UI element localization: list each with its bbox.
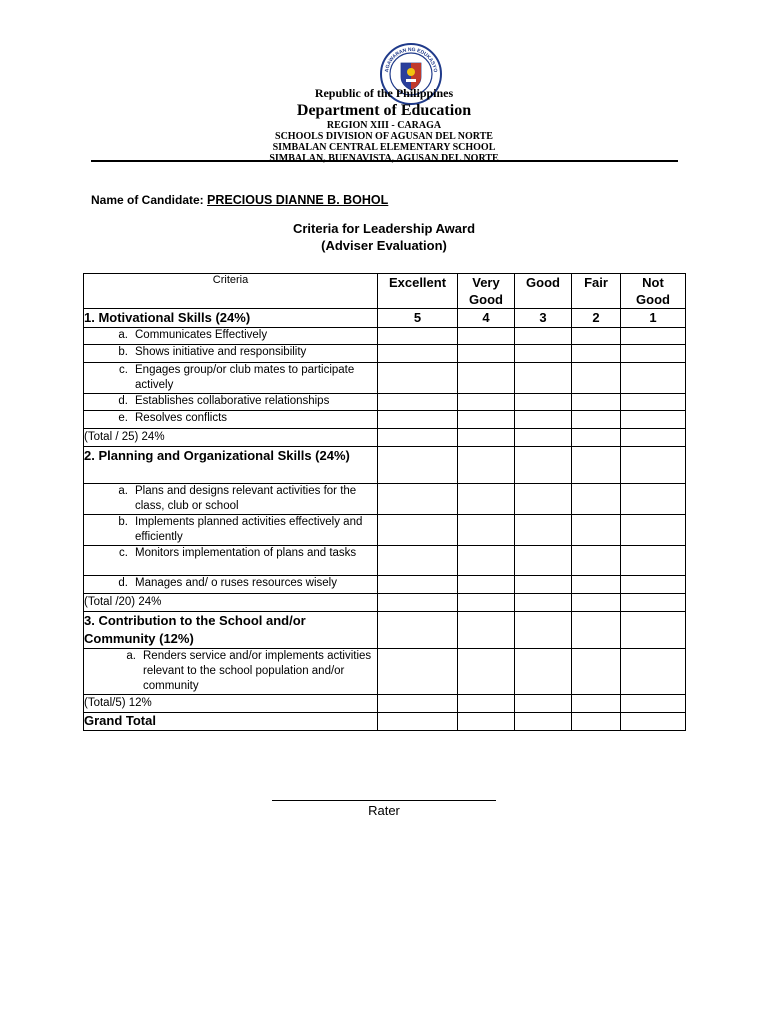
- table-header-row: [84, 274, 686, 309]
- republic-line: Republic of the Philippines: [314, 86, 454, 100]
- rating-cell[interactable]: [515, 394, 572, 411]
- header-fair: Fair: [572, 274, 621, 309]
- division-line: SCHOOLS DIVISION OF AGUSAN DEL NORTE: [275, 131, 493, 142]
- rating-cell[interactable]: [378, 649, 458, 695]
- section-title: 1. Motivational Skills (24%): [84, 309, 378, 328]
- total-cell[interactable]: [458, 594, 515, 612]
- criteria-table: [83, 273, 686, 731]
- department-name: Department of Education: [296, 102, 472, 119]
- total-row: [84, 594, 686, 612]
- item-letter: a.: [118, 485, 128, 497]
- table-row: [84, 363, 686, 394]
- total-cell[interactable]: [515, 713, 572, 731]
- item-text: Shows initiative and responsibility: [135, 346, 307, 358]
- rating-cell[interactable]: [378, 328, 458, 345]
- rating-cell[interactable]: [572, 328, 621, 345]
- section-row: [84, 612, 686, 649]
- total-cell[interactable]: [378, 594, 458, 612]
- rating-cell[interactable]: [572, 546, 621, 576]
- candidate-line: [91, 193, 388, 207]
- total-cell[interactable]: [621, 695, 686, 713]
- rating-cell[interactable]: [458, 649, 515, 695]
- section-row: [84, 309, 686, 328]
- header-good: Good: [515, 274, 572, 309]
- rater-label: Rater: [368, 803, 400, 818]
- rating-cell[interactable]: [378, 515, 458, 546]
- rating-cell[interactable]: [621, 328, 686, 345]
- rating-cell[interactable]: [572, 411, 621, 429]
- rating-cell[interactable]: [621, 546, 686, 576]
- rating-cell[interactable]: [515, 411, 572, 429]
- rating-cell[interactable]: [572, 345, 621, 363]
- total-row: [84, 695, 686, 713]
- item-letter: b.: [118, 346, 128, 358]
- rating-cell[interactable]: [515, 515, 572, 546]
- total-cell[interactable]: [621, 594, 686, 612]
- score-fair: 2: [572, 309, 621, 328]
- candidate-label: Name of Candidate:: [91, 193, 204, 207]
- rating-cell[interactable]: [515, 649, 572, 695]
- section-total-label: (Total/5) 12%: [84, 695, 378, 713]
- rating-cell[interactable]: [572, 484, 621, 515]
- rating-cell[interactable]: [378, 345, 458, 363]
- score-good: 3: [515, 309, 572, 328]
- svg-text:KAGAWARAN NG EDUKASYON: AGAWARAN NG EDUKASYO: [384, 46, 438, 73]
- total-cell[interactable]: [515, 695, 572, 713]
- score-excellent: 5: [378, 309, 458, 328]
- table-row: [84, 515, 686, 546]
- item-text: Plans and designs relevant activities for the class, club or school: [135, 485, 357, 512]
- total-cell[interactable]: [458, 695, 515, 713]
- rating-cell[interactable]: [458, 328, 515, 345]
- rating-cell[interactable]: [515, 328, 572, 345]
- grand-total-label: Grand Total: [84, 713, 378, 731]
- item-letter: c.: [119, 547, 128, 559]
- region-line: REGION XIII - CARAGA: [326, 120, 442, 131]
- total-cell[interactable]: [458, 429, 515, 447]
- item-letter: b.: [118, 516, 128, 528]
- total-row: [84, 429, 686, 447]
- rating-cell[interactable]: [572, 649, 621, 695]
- rating-cell[interactable]: [378, 576, 458, 594]
- total-cell[interactable]: [572, 594, 621, 612]
- item-text: Renders service and/or implements activities relevant to the school population and/or community: [143, 650, 372, 692]
- section-title: 3. Contribution to the School and/or Community (12%): [84, 612, 378, 649]
- rating-cell[interactable]: [515, 546, 572, 576]
- header-excellent: Excellent: [378, 274, 458, 309]
- rating-cell[interactable]: [621, 345, 686, 363]
- table-row: [84, 394, 686, 411]
- item-text: Resolves conflicts: [135, 412, 228, 424]
- total-cell[interactable]: [572, 695, 621, 713]
- table-row: [84, 576, 686, 594]
- item-text: Communicates Effectively: [135, 329, 268, 341]
- rating-cell[interactable]: [458, 345, 515, 363]
- rating-cell[interactable]: [378, 484, 458, 515]
- table-row: [84, 328, 686, 345]
- rating-cell[interactable]: [515, 484, 572, 515]
- item-text: Establishes collaborative relationships: [135, 395, 330, 407]
- section-total-label: (Total /20) 24%: [84, 594, 378, 612]
- rating-cell[interactable]: [621, 394, 686, 411]
- section-total-label: (Total / 25) 24%: [84, 429, 378, 447]
- rating-cell[interactable]: [572, 394, 621, 411]
- rating-cell[interactable]: [515, 345, 572, 363]
- table-row: [84, 649, 686, 695]
- total-cell[interactable]: [621, 713, 686, 731]
- form-subtitle: (Adviser Evaluation): [321, 238, 447, 253]
- rating-cell[interactable]: [458, 394, 515, 411]
- header-criteria: Criteria: [84, 274, 378, 309]
- rating-cell[interactable]: [621, 576, 686, 594]
- rating-cell[interactable]: [458, 515, 515, 546]
- school-line: SIMBALAN CENTRAL ELEMENTARY SCHOOL: [272, 142, 496, 153]
- address-line: SIMBALAN, BUENAVISTA, AGUSAN DEL NORTE: [269, 153, 499, 164]
- item-text: Manages and/ o ruses resources wisely: [135, 577, 337, 589]
- rating-cell[interactable]: [458, 363, 515, 394]
- total-cell[interactable]: [378, 429, 458, 447]
- rating-cell[interactable]: [572, 363, 621, 394]
- letterhead-divider: [91, 160, 678, 162]
- item-letter: e.: [118, 412, 128, 424]
- table-row: [84, 345, 686, 363]
- rating-cell[interactable]: [458, 411, 515, 429]
- candidate-name: PRECIOUS DIANNE B. BOHOL: [207, 193, 389, 207]
- score-not-good: 1: [621, 309, 686, 328]
- item-text: Implements planned activities effectively and efficiently: [135, 516, 363, 543]
- table-row: [84, 411, 686, 429]
- item-text: Engages group/or club mates to participate actively: [135, 364, 355, 391]
- item-letter: d.: [118, 577, 128, 589]
- rating-cell[interactable]: [621, 484, 686, 515]
- total-cell[interactable]: [378, 713, 458, 731]
- section-title: 2. Planning and Organizational Skills (24%): [84, 447, 378, 484]
- rating-cell[interactable]: [378, 363, 458, 394]
- rating-cell[interactable]: [378, 546, 458, 576]
- header-not-good: Not Good: [621, 274, 686, 309]
- rating-cell[interactable]: [572, 515, 621, 546]
- rating-cell[interactable]: [621, 411, 686, 429]
- total-cell[interactable]: [458, 713, 515, 731]
- letterhead: [0, 86, 768, 164]
- section-row: [84, 447, 686, 484]
- total-cell[interactable]: [572, 429, 621, 447]
- item-letter: d.: [118, 395, 128, 407]
- total-cell[interactable]: [572, 713, 621, 731]
- total-cell[interactable]: [515, 594, 572, 612]
- total-cell[interactable]: [378, 695, 458, 713]
- score-very-good: 4: [458, 309, 515, 328]
- rating-cell[interactable]: [621, 515, 686, 546]
- item-text: Monitors implementation of plans and tasks: [135, 547, 357, 559]
- form-title: Criteria for Leadership Award: [292, 221, 476, 236]
- item-letter: a.: [126, 650, 136, 662]
- rating-cell[interactable]: [515, 363, 572, 394]
- table-row: [84, 484, 686, 515]
- rating-cell[interactable]: [621, 649, 686, 695]
- rating-cell[interactable]: [378, 411, 458, 429]
- total-cell[interactable]: [515, 429, 572, 447]
- rating-cell[interactable]: [458, 576, 515, 594]
- rating-cell[interactable]: [621, 363, 686, 394]
- rating-cell[interactable]: [458, 546, 515, 576]
- rating-cell[interactable]: [515, 576, 572, 594]
- total-cell[interactable]: [621, 429, 686, 447]
- table-row: [84, 546, 686, 576]
- rating-cell[interactable]: [572, 576, 621, 594]
- grand-total-row: [84, 713, 686, 731]
- item-letter: c.: [119, 364, 128, 376]
- rating-cell[interactable]: [458, 484, 515, 515]
- signature-line[interactable]: [272, 800, 496, 801]
- item-letter: a.: [118, 329, 128, 341]
- header-very-good: Very Good: [458, 274, 515, 309]
- rating-cell[interactable]: [378, 394, 458, 411]
